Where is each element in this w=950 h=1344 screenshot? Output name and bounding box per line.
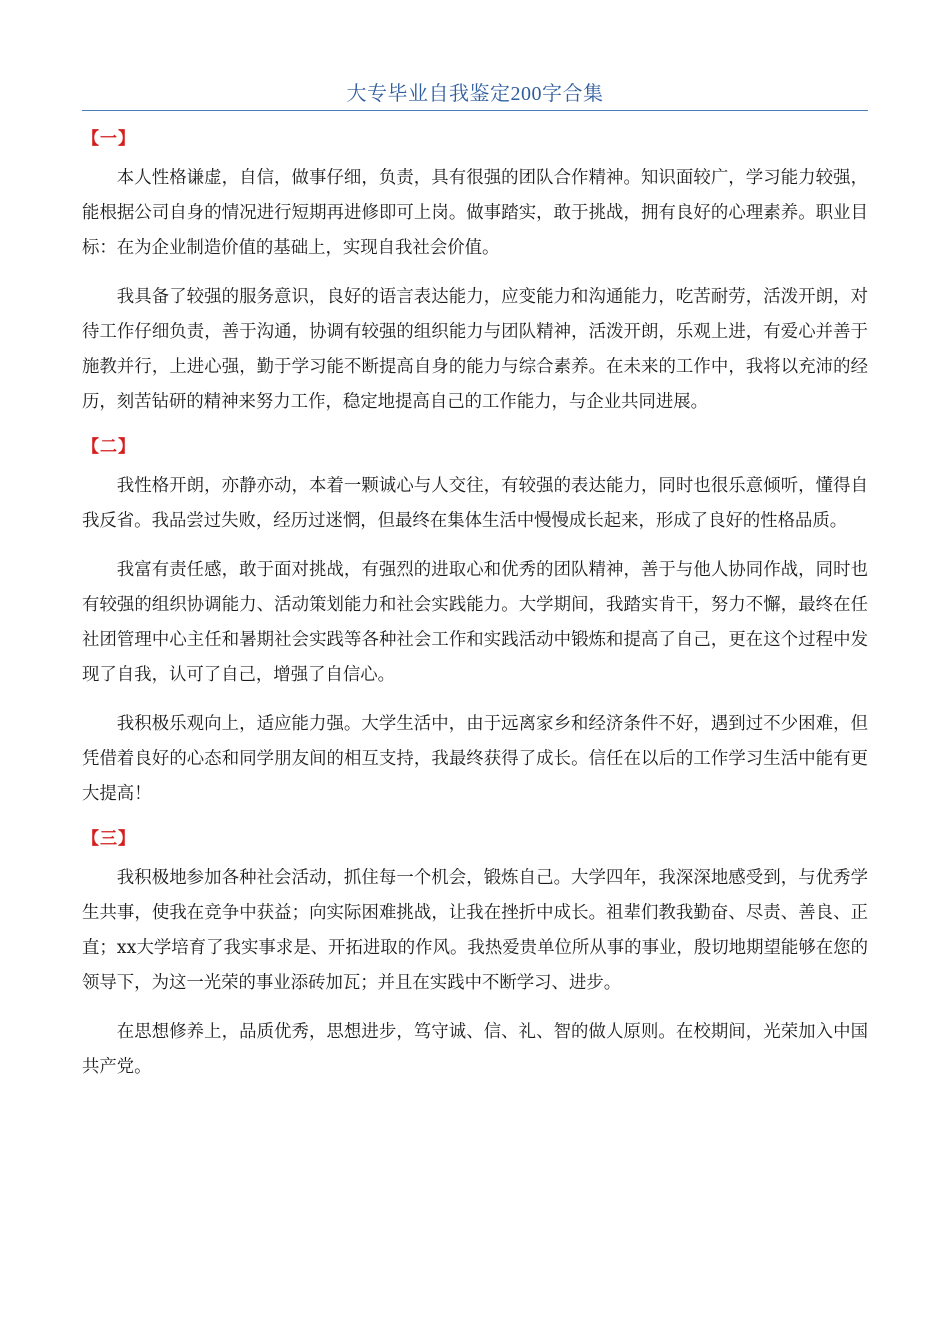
section-heading: 【一】 [82, 129, 136, 149]
section-3 [82, 826, 868, 1085]
document-title: 大专毕业自我鉴定200字合集 [346, 83, 604, 105]
paragraph: 我积极乐观向上，适应能力强。大学生活中，由于远离家乡和经济条件不好，遇到过不少困难，但凭借着良好的心态和同学朋友间的相互支持，我最终获得了成长。信任在以后的工作学习生活中能有更大提高！ [82, 714, 868, 804]
paragraph: 我富有责任感，敢于面对挑战，有强烈的进取心和优秀的团队精神，善于与他人协同作战，同时也有较强的组织协调能力、活动策划能力和社会实践能力。大学期间，我踏实肯干，努力不懈，最终在任社团管理中心主任和暑期社会实践等各种社会工作和实践活动中锻炼和提高了自己，更在这个过程中发现了自我，认可了自己，增强了自信心。 [82, 560, 868, 685]
paragraph: 我积极地参加各种社会活动，抓住每一个机会，锻炼自己。大学四年，我深深地感受到，与优秀学生共事，使我在竞争中获益；向实际困难挑战，让我在挫折中成长。祖辈们教我勤奋、尽责、善良、正直；xx大学培育了我实事求是、开拓进取的作风。我热爱贵单位所从事的事业，殷切地期望能够在您的领导下，为这一光荣的事业添砖加瓦；并且在实践中不断学习、进步。 [82, 868, 868, 993]
paragraph: 我性格开朗，亦静亦动，本着一颗诚心与人交往，有较强的表达能力，同时也很乐意倾听，懂得自我反省。我品尝过失败，经历过迷惘，但最终在集体生活中慢慢成长起来，形成了良好的性格品质。 [82, 476, 868, 531]
section-2 [82, 434, 868, 812]
document-body [82, 126, 868, 1085]
paragraph: 在思想修养上，品质优秀，思想进步，笃守诚、信、礼、智的做人原则。在校期间，光荣加入中国共产党。 [82, 1022, 868, 1077]
section-heading: 【二】 [82, 437, 136, 457]
section-heading: 【三】 [82, 829, 136, 849]
paragraph: 本人性格谦虚，自信，做事仔细，负责，具有很强的团队合作精神。知识面较广，学习能力较强，能根据公司自身的情况进行短期再进修即可上岗。做事踏实，敢于挑战，拥有良好的心理素养。职业目标：在为企业制造价值的基础上，实现自我社会价值。 [82, 168, 868, 258]
section-1 [82, 126, 868, 420]
paragraph: 我具备了较强的服务意识，良好的语言表达能力，应变能力和沟通能力，吃苦耐劳，活泼开朗，对待工作仔细负责，善于沟通，协调有较强的组织能力与团队精神，活泼开朗，乐观上进，有爱心并善于施教并行，上进心强，勤于学习能不断提高自身的能力与综合素养。在未来的工作中，我将以充沛的经历，刻苦钻研的精神来努力工作，稳定地提高自己的工作能力，与企业共同进展。 [82, 287, 868, 412]
page-header [82, 80, 868, 111]
